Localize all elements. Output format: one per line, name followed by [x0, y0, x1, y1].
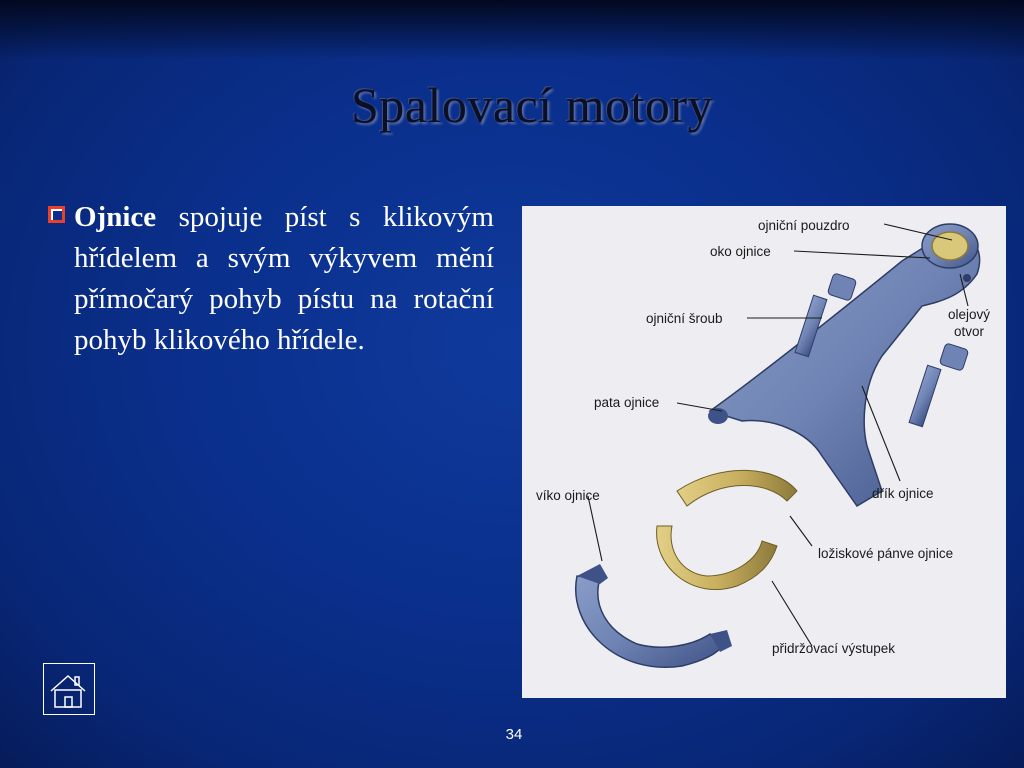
top-shading — [0, 0, 1024, 60]
label-pridrzovaci-vystupek: přidržovací výstupek — [772, 641, 896, 656]
slide-content — [48, 197, 494, 361]
home-button[interactable] — [43, 663, 95, 715]
slide-title: Spalovací motory — [350, 77, 714, 133]
bullet-description: spojuje píst s klikovým hřídelem a svým výkyvem mění přímočarý pohyb pístu na rotační pohyb klikového hřídele. — [74, 201, 494, 356]
bullet-text — [74, 197, 494, 361]
label-pata-ojnice: pata ojnice — [594, 395, 660, 410]
label-drik-ojnice: dřík ojnice — [872, 486, 934, 501]
label-otvor: otvor — [954, 324, 985, 339]
home-icon — [44, 664, 93, 713]
label-olejovy: olejový — [948, 307, 991, 322]
bullet-item — [48, 197, 494, 361]
label-ojnicni-sroub: ojniční šroub — [646, 311, 723, 326]
square-bullet-icon — [48, 206, 65, 223]
rod-body — [708, 224, 980, 506]
oil-hole-shape — [963, 274, 971, 282]
label-oko-ojnice: oko ojnice — [710, 244, 771, 259]
page-number: 34 — [505, 726, 523, 743]
label-viko-ojnice: víko ojnice — [536, 488, 600, 503]
label-loziskove-panve: ložiskové pánve ojnice — [818, 546, 954, 561]
connecting-rod-diagram — [522, 206, 1006, 698]
label-ojnicni-pouzdro: ojniční pouzdro — [758, 218, 850, 233]
bolt-right — [909, 343, 969, 427]
bearing-shells — [657, 470, 797, 589]
connecting-rod-figure — [522, 206, 1006, 698]
bullet-term: Ojnice — [74, 201, 157, 233]
